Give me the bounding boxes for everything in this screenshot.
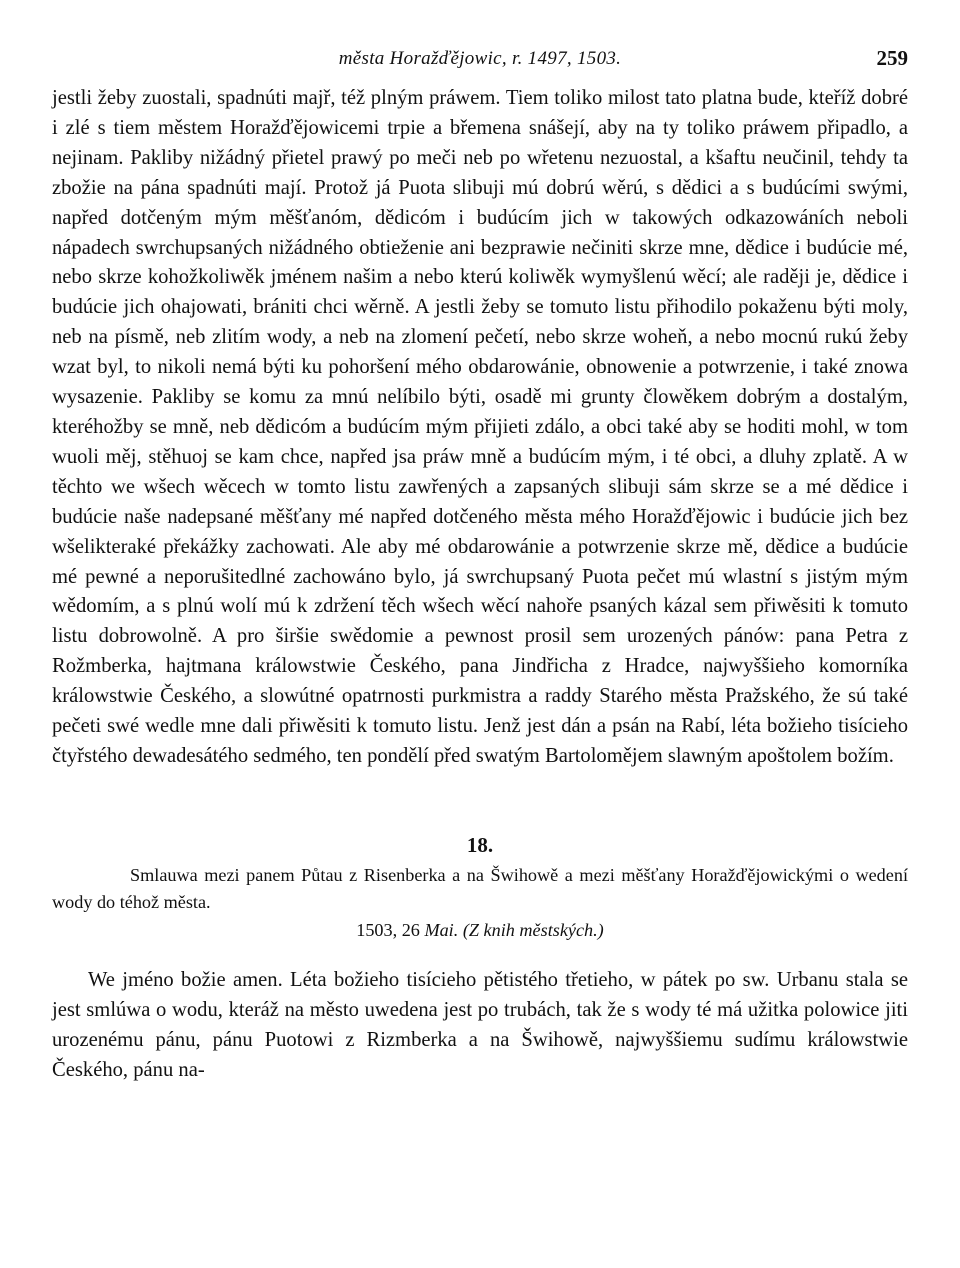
running-head <box>52 40 908 84</box>
book-page <box>52 40 908 1085</box>
page-number: 259 <box>876 46 908 70</box>
document-number: 18. <box>466 832 494 857</box>
document-source: Mai. (Z knih městských.) <box>424 919 604 940</box>
running-title: města Horažďějowic, r. 1497, 1503. <box>338 48 622 69</box>
document-text: We jméno božie amen. Léta božieho tisícieho pětistého třetieho, w pátek po sw. Urbanu stala se jest smlúwa o wodu, kteráž na město uwedena jest po trubách, tak že s wody té má užitka polowice jiti urozenému pánu, pánu Puotowi z Rizmberka a na Šwihowě, najwyššiemu sudímu králowstwie Českého, pánu na- <box>52 968 908 1081</box>
document-summary: Smlauwa mezi panem Půtau z Risenberka a na Šwihowě a mezi měšťany Horažďějowickými o wedení wody do téhož města. <box>52 864 908 912</box>
document-date-line <box>52 916 908 944</box>
document-date: 1503, 26 <box>356 919 425 940</box>
continuation-paragraph: jestli žeby zuostali, spadnúti majř, též plným práwem. Tiem toliko milost tato platna bude, kteříž dobré i zlé s tiem městem Horažďějowicemi trpie a břemena snášejí, aby na ty toliko práwem připadlo, a nejinam. Pakliby nižádný přietel prawý po meči neb po wřetenu nezuostal, a kšaftu neučinil, tehdy ta zbožie na pána spadnúti mají. Protož já Puota slibuji mú dobrú wěrú, s dědici a s budúcími swými, napřed dotčeným mým měšťanóm, dědicóm i budúcím jich w takowých odkazowáních neboli nápadech swrchupsaných nižádného obtieženie ani bezprawie nečiniti skrze mne, dědice i budúcie mé, nebo skrze kohožkoliwěk jménem našim a nebo kterú koliwěk wymyšlenú wěcí; ale raději je, dědice i budúcie jich ohajowati, brániti chci wěrně. A jestli žeby se tomuto listu přihodilo pokaženu býti moly, neb na písmě, neb zlitím wody, a neb na zlomení pečetí, nebo skrze woheň, a nebo mocnú rukú žeby wzat byl, to nikoli nemá býti ku pohoršení mého obdarowánie, obnowenie a potwrzenie, i také znowa wysazenie. Pakliby se komu za mnú nelíbilo býti, osadě mi grunty člowěkem dobrým a dostalým, kteréhožby se mně, neb dědicóm a budúcím mým přijieti zdálo, a obci také aby se hoditi mohl, w tom wuoli měj, stěhuoj se kam chce, napřed jsa práw mně a budúcím mým, i té obci, a dluhy zplatě. A w těchto we wšech wěcech w tomto listu zawřených a zapsaných slibuji sám skrze se a mé dědice i budúcie naše nadepsané měšťany mé napřed dotčeného města mého Horažďějowic i budúcie jich bez wšelikteraké překážky zachowati. Ale aby mé obdarowánie a potwrzenie skrze mě, dědice a budúcie mé pewné a neporušitedlné zachowáno bylo, já swrchupsaný Puota pečet mú wlastní s jistým mým wědomím, a s plnú wolí mú k zdržení těch wšech wěcí nahoře psaných kázal sem přiwěsiti k tomuto listu dobrowolně. A pro širšie swědomie a pewnost prosil sem urozených pánów: pana Petra z Rožmberka, hajtmana králowstwie Českého, pana Jindřicha z Hradce, najwyššieho komorníka králowstwie Českého, a slowútné opatrnosti purkmistra a raddy Starého města Pražského, že sú také pečeti swé wedle mne dali přiwěsiti k tomuto listu. Jenž jest dán a psán na Rabí, léta božieho tisícieho čtyřstého dewadesátého sedmého, ten pondělí před swatým Bartoloměјem slawným apoštolem božím. <box>52 87 908 767</box>
